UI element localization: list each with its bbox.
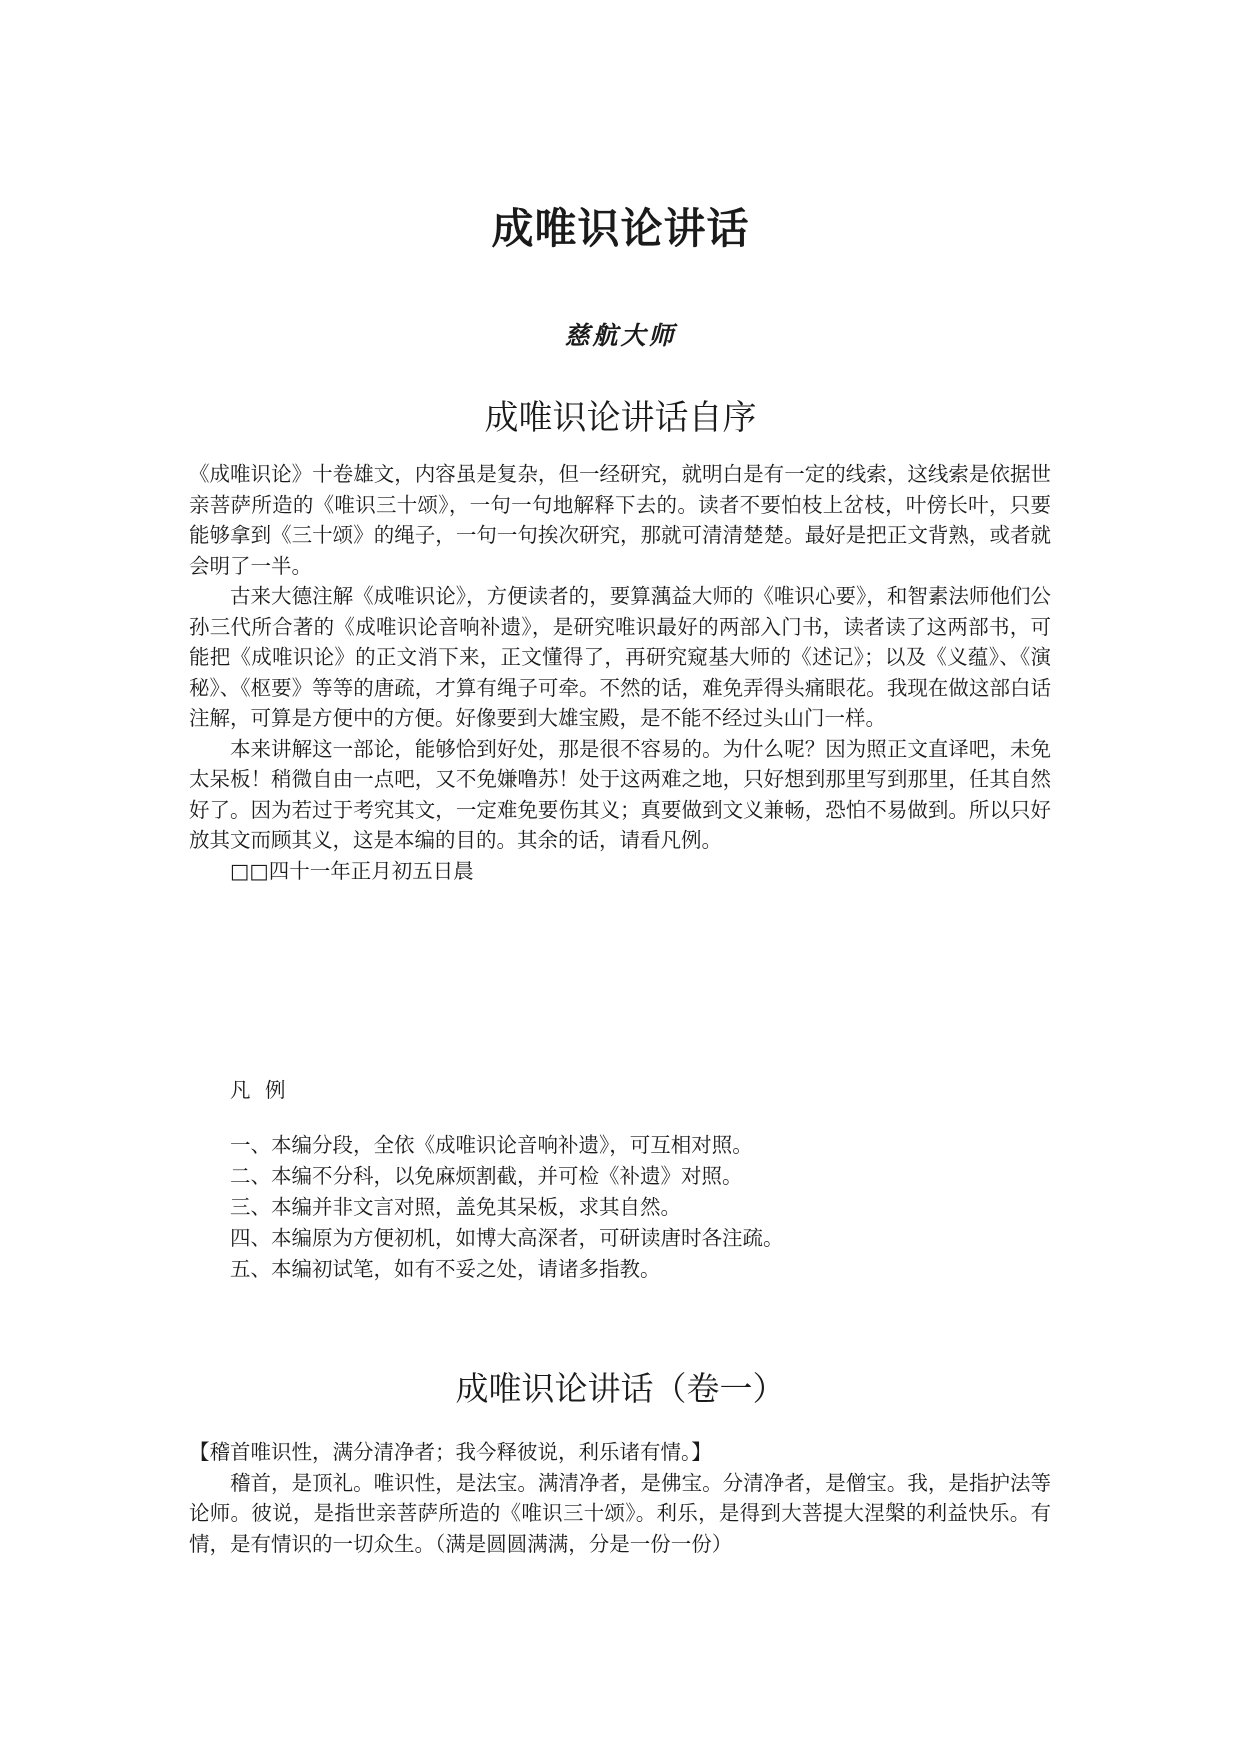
commentary-paragraph: 稽首，是顶礼。唯识性，是法宝。满清净者，是佛宝。分清净者，是僧宝。我，是指护法等论师。彼说，是指世亲菩萨所造的《唯识三十颂》。利乐，是得到大菩提大涅槃的利益快乐。有情，是有情识的一切众生。（满是圆圆满满，分是一份一份） xyxy=(189,1470,1051,1556)
preface-body xyxy=(189,459,1051,886)
fanli-heading: 凡 例 xyxy=(230,1078,290,1102)
author-name: 慈航大师 xyxy=(564,321,677,350)
preface-heading: 成唯识论讲话自序 xyxy=(484,398,757,438)
preface-paragraph: 古来大德注解《成唯识论》，方便读者的，要算蕅益大师的《唯识心要》，和智素法师他们公孙三代所合著的《成唯识论音响补遗》，是研究唯识最好的两部入门书，读者读了这两部书，可能把《成唯识论》的正文消下来，正文懂得了，再研究窥基大师的《述记》；以及《义蕴》、《演秘》、《枢要》等等的唐疏，才算有绳子可牵。不然的话，难免弄得头痛眼花。我现在做这部白话注解，可算是方便中的方便。好像要到大雄宝殿，是不能不经过头山门一样。 xyxy=(189,584,1051,730)
preface-date: □□四十一年正月初五日晨 xyxy=(230,858,474,883)
list-item: 五、本编初试笔，如有不妥之处，请诸多指教。 xyxy=(230,1257,661,1281)
preface-paragraph: 本来讲解这一部论，能够恰到好处，那是很不容易的。为什么呢？因为照正文直译吧，未免太呆板！稍微自由一点吧，又不免嫌噜苏！处于这两难之地，只好想到那里写到那里，任其自然好了。因为若过于考究其文，一定难免要伤其义；真要做到文义兼畅，恐怕不易做到。所以只好放其文而顾其义，这是本编的目的。其余的话，请看凡例。 xyxy=(189,736,1051,852)
list-item: 三、本编并非文言对照，盖免其呆板，求其自然。 xyxy=(230,1195,681,1219)
preface-paragraph: 《成唯识论》十卷雄文，内容虽是复杂，但一经研究，就明白是有一定的线索，这线索是依据世亲菩萨所造的《唯识三十颂》，一句一句地解释下去的。读者不要怕枝上岔枝，叶傍长叶，只要能够拿到《三十颂》的绳子，一句一句挨次研究，那就可清清楚楚。最好是把正文背熟，或者就会明了一半。 xyxy=(189,462,1051,578)
fanli-list xyxy=(230,1130,1051,1285)
volume-body xyxy=(189,1437,1051,1559)
list-item: 二、本编不分科，以免麻烦割截，并可检《补遗》对照。 xyxy=(230,1164,743,1188)
list-item: 一、本编分段，全依《成唯识论音响补遗》，可互相对照。 xyxy=(230,1133,753,1157)
document-title: 成唯识论讲话 xyxy=(491,204,750,253)
volume-heading: 成唯识论讲话（卷一） xyxy=(455,1369,786,1408)
list-item: 四、本编原为方便初机，如博大高深者，可研读唐时各注疏。 xyxy=(230,1226,784,1250)
verse-line: 【稽首唯识性，满分清净者；我今释彼说，利乐诸有情。】 xyxy=(189,1440,712,1464)
